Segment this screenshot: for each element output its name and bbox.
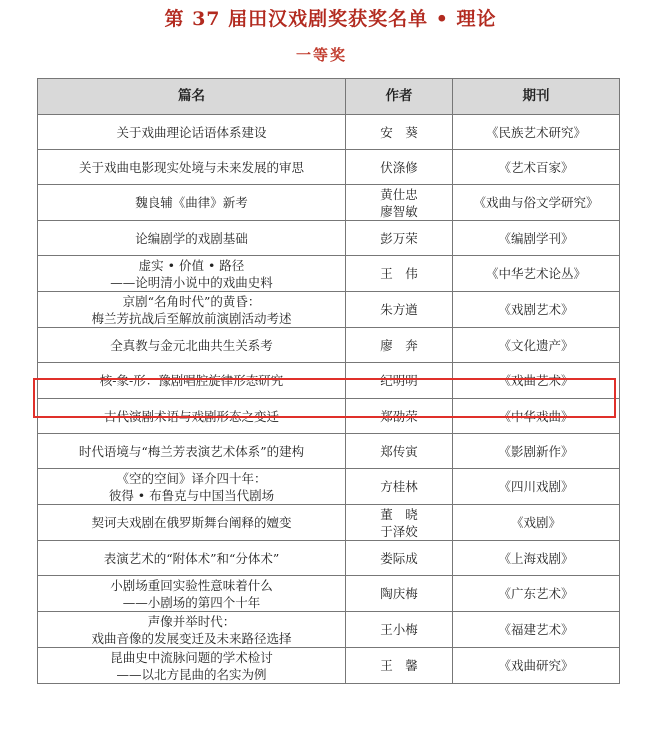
- cell-journal: 《戏曲研究》: [453, 648, 620, 684]
- table-row: [38, 292, 620, 328]
- award-level-heading: 一等奖: [296, 46, 348, 64]
- cell-author: [346, 185, 453, 221]
- awards-table: [37, 78, 620, 684]
- title-line: 核-象-形：豫剧唱腔旋律形态研究: [99, 373, 284, 388]
- cell-title: [38, 469, 346, 505]
- cell-author: [346, 115, 453, 150]
- cell-author: [346, 256, 453, 292]
- table-row: [38, 150, 620, 185]
- author-name: 廖 奔: [380, 337, 418, 353]
- cell-author: [346, 505, 453, 541]
- header-journal: 期刊: [453, 79, 620, 115]
- title-line: 论编剧学的戏剧基础: [135, 230, 248, 246]
- cell-title: [38, 434, 346, 469]
- cell-title: [38, 648, 346, 684]
- cell-journal: 《编剧学刊》: [453, 221, 620, 256]
- cell-title: [38, 221, 346, 256]
- title-line: ——以北方昆曲的名实为例: [116, 666, 267, 682]
- author-name: 安 葵: [380, 124, 418, 140]
- title-line: 梅兰芳抗战后至解放前演剧活动考述: [91, 310, 292, 326]
- table-row: [38, 256, 620, 292]
- author-name: 王 伟: [380, 266, 418, 281]
- author-name: 方桂林: [380, 479, 418, 494]
- table-row: [38, 612, 620, 648]
- title-line: 古代演剧术语与戏剧形态之变迁: [103, 408, 279, 424]
- cell-journal: 《广东艺术》: [453, 576, 620, 612]
- title-line: 魏良辅《曲律》新考: [135, 195, 248, 210]
- title-line: 京剧“名角时代”的黄昏：: [122, 293, 261, 309]
- cell-author: [346, 612, 453, 648]
- cell-journal: 《福建艺术》: [453, 612, 620, 648]
- cell-journal: 《戏曲艺术》: [453, 363, 620, 399]
- title-line: 关于戏曲理论话语体系建设: [116, 124, 267, 140]
- cell-title: [38, 292, 346, 328]
- cell-title: [38, 256, 346, 292]
- cell-journal: 《戏剧》: [453, 505, 620, 541]
- author-name: 郑劭荣: [380, 408, 418, 424]
- cell-author: [346, 328, 453, 363]
- cell-author: [346, 363, 453, 399]
- table-row: [38, 221, 620, 256]
- title-line: 彼得 • 布鲁克与中国当代剧场: [108, 487, 275, 503]
- author-name: 陶庆梅: [380, 586, 418, 601]
- table-header-row: [38, 79, 620, 115]
- cell-author: [346, 221, 453, 256]
- cell-journal: 《中华艺术论丛》: [453, 256, 620, 292]
- author-name: 廖智敏: [380, 203, 418, 219]
- cell-title: [38, 363, 346, 399]
- cell-journal: 《民族艺术研究》: [453, 115, 620, 150]
- cell-author: [346, 434, 453, 469]
- cell-title: [38, 505, 346, 541]
- title-line: 虚实 • 价值 • 路径: [138, 257, 245, 273]
- table-row: [38, 434, 620, 469]
- cell-title: [38, 115, 346, 150]
- author-name: 纪明明: [380, 373, 418, 388]
- cell-author: [346, 576, 453, 612]
- table-row: [38, 505, 620, 541]
- author-name: 彭万荣: [380, 230, 418, 246]
- table-row: [38, 648, 620, 684]
- title-line: 全真教与金元北曲共生关系考: [110, 337, 273, 353]
- cell-journal: 《文化遗产》: [453, 328, 620, 363]
- cell-journal: 《影剧新作》: [453, 434, 620, 469]
- author-name: 娄际成: [380, 550, 418, 566]
- table-row: [38, 328, 620, 363]
- table-row: [38, 541, 620, 576]
- cell-journal: 《四川戏剧》: [453, 469, 620, 505]
- table-row: [38, 115, 620, 150]
- title-line: 小剧场重回实验性意味着什么: [110, 577, 273, 593]
- author-name: 于泽姣: [380, 523, 418, 539]
- cell-title: [38, 150, 346, 185]
- cell-author: [346, 541, 453, 576]
- table-row: [38, 576, 620, 612]
- cell-author: [346, 469, 453, 505]
- author-name: 郑传寅: [380, 443, 418, 459]
- cell-title: [38, 576, 346, 612]
- author-name: 黄仕忠: [380, 186, 418, 202]
- cell-title: [38, 399, 346, 434]
- author-name: 董 晓: [380, 506, 418, 522]
- title-line: 昆曲史中流脉问题的学术检讨: [110, 649, 273, 665]
- title-line: 《空的空间》译介四十年：: [116, 470, 267, 486]
- table-row: [38, 469, 620, 505]
- title-line: 表演艺术的“附体术”和“分体术”: [103, 550, 280, 566]
- cell-journal: 《艺术百家》: [453, 150, 620, 185]
- cell-title: [38, 541, 346, 576]
- title-line: ——小剧场的第四个十年: [122, 594, 261, 610]
- page-title: 第 37 届田汉戏剧奖获奖名单 • 理论: [164, 8, 497, 30]
- title-line: 声像并举时代：: [147, 613, 236, 629]
- cell-journal: 《戏剧艺术》: [453, 292, 620, 328]
- cell-journal: 《上海戏剧》: [453, 541, 620, 576]
- title-line: 戏曲音像的发展变迁及未来路径选择: [91, 630, 292, 646]
- cell-journal: 《中华戏曲》: [453, 399, 620, 434]
- cell-author: [346, 399, 453, 434]
- header-title: 篇名: [38, 79, 346, 115]
- table-row: [38, 185, 620, 221]
- table-row: [38, 399, 620, 434]
- title-line: 契诃夫戏剧在俄罗斯舞台阐释的嬗变: [91, 515, 292, 530]
- table-row: [38, 363, 620, 399]
- author-name: 伏涤修: [380, 159, 418, 175]
- author-name: 王小梅: [380, 622, 418, 637]
- cell-author: [346, 648, 453, 684]
- author-name: 朱方遒: [380, 302, 418, 317]
- cell-author: [346, 292, 453, 328]
- cell-journal: 《戏曲与俗文学研究》: [453, 185, 620, 221]
- title-line: ——论明清小说中的戏曲史料: [110, 274, 273, 290]
- header-author: 作者: [346, 79, 453, 115]
- cell-author: [346, 150, 453, 185]
- title-line: 关于戏曲电影现实处境与未来发展的审思: [78, 159, 304, 175]
- cell-title: [38, 612, 346, 648]
- cell-title: [38, 328, 346, 363]
- cell-title: [38, 185, 346, 221]
- author-name: 王 馨: [380, 658, 418, 673]
- title-line: 时代语境与“梅兰芳表演艺术体系”的建构: [78, 443, 305, 459]
